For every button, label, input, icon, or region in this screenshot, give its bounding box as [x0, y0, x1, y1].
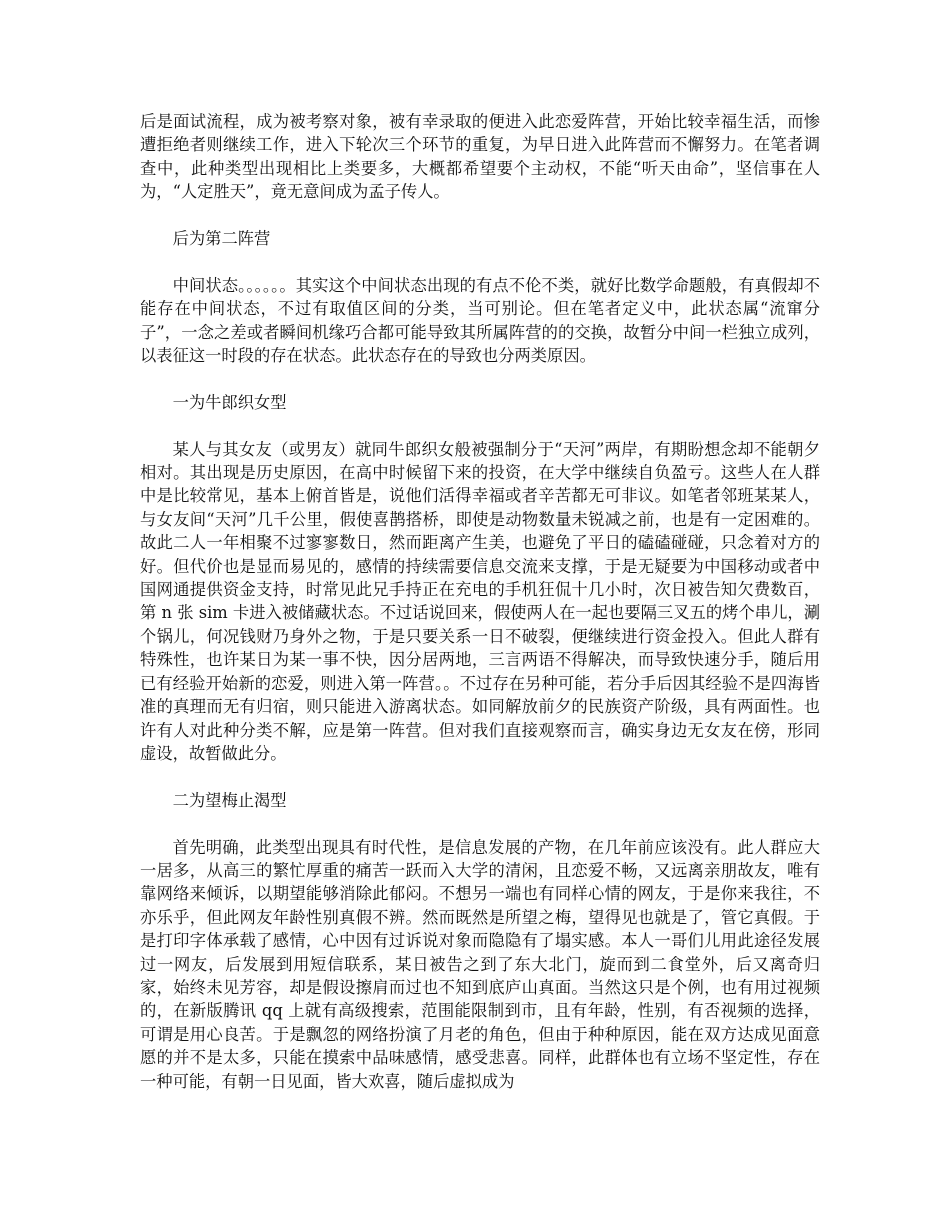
section-heading-second-camp: 后为第二阵营	[172, 229, 271, 249]
document-page	[140, 110, 820, 1116]
subsection-heading-cowherd-weaver: 一为牛郎织女型	[172, 392, 287, 412]
subsection-heading-plum: 二为望梅止渴型	[172, 790, 287, 810]
paragraph-continuation: 后是面试流程，成为被考察对象，被有幸录取的便进入此恋爱阵营，开始比较幸福生活，而惨遭拒绝者则继续工作，进入下轮次三个环节的重复，为早日进入此阵营而不懈努力。在笔者调查中，此种类型出现相比上类要多，大概都希望要个主动权，不能“听天由命”，坚信事在人为，“人定胜天”，竟无意间成为孟子传人。	[140, 112, 820, 202]
paragraph-plum: 首先明确，此类型出现具有时代性，是信息发展的产物，在几年前应该没有。此人群应大一居多，从高三的繁忙厚重的痛苦一跃而入大学的清闲，且恋爱不畅，又远离亲朋故友，唯有靠网络来倾诉，以期望能够消除此郁闷。不想另一端也有同样心情的网友，于是你来我往，不亦乐乎，但此网友年龄性别真假不辨。然而既然是所望之梅，望得见也就是了，管它真假。于是打印字体承载了感情，心中因有过诉说对象而隐隐有了塌实感。本人一哥们儿用此途径发展过一网友，后发展到用短信联系，某日被告之到了东大北门，旋而到二食堂外，后又离奇归家，始终未见芳容，却是假设擦肩而过也不知到底庐山真面。当然这只是个例，也有用过视频的，在新版腾讯 qq 上就有高级搜索，范围能限制到市，且有年龄，性别，有否视频的选择，可谓是用心良苦。于是飘忽的网络扮演了月老的角色，但由于种种原因，能在双方达成见面意愿的并不是太多，只能在摸索中品味感情，感受悲喜。同样，此群体也有立场不坚定性，存在一种可能，有朝一日见面，皆大欢喜，随后虚拟成为	[140, 837, 820, 1091]
paragraph-middle-state: 中间状态。。。。。。其实这个中间状态出现的有点不伦不类，就好比数学命题般，有真假却不能存在中间状态，不过有取值区间的分类，当可别论。但在笔者定义中，此状态属“流窜分子”，一念之差或者瞬间机缘巧合都可能导致其所属阵营的的交换，故暂分中间一栏独立成列，以表征这一时段的存在状态。此状态存在的导致也分两类原因。	[140, 275, 820, 366]
paragraph-cowherd-weaver: 某人与其女友（或男友）就同牛郎织女般被强制分于“天河”两岸，有期盼想念却不能朝夕相对。其出现是历史原因，在高中时候留下来的投资，在大学中继续自负盈亏。这些人在人群中是比较常见，基本上俯首皆是，说他们活得幸福或者辛苦都无可非议。如笔者邻班某某人，与女友间“天河”几千公里，假使喜鹊搭桥，即使是动物数量未锐减之前，也是有一定困难的。故此二人一年相聚不过寥寥数日，然而距离产生美，也避免了平日的磕磕碰碰，只念着对方的好。但代价也是显而易见的，感情的持续需要信息交流来支撑，于是无疑要为中国移动或者中国网通提供资金支持，时常见此兄手持正在充电的手机狂侃十几小时，次日被告知欠费数百，第 n 张 sim 卡进入被储藏状态。不过话说回来，假使两人在一起也要隔三叉五的烤个串儿，涮个锅儿，何况钱财乃身外之物，于是只要关系一日不破裂，便继续进行资金投入。但此人群有特殊性，也许某日为某一事不快，因分居两地，三言两语不得解决，而导致快速分手，随后用已有经验开始新的恋爱，则进入第一阵营。。不过存在另种可能，若分手后因其经验不是四海皆准的真理而无有归宿，则只能进入游离状态。如同解放前夕的民族资产阶级，具有两面性。也许有人对此种分类不解，应是第一阵营。但对我们直接观察而言，确实身边无女友在傍，形同虚设，故暂做此分。	[140, 439, 820, 763]
